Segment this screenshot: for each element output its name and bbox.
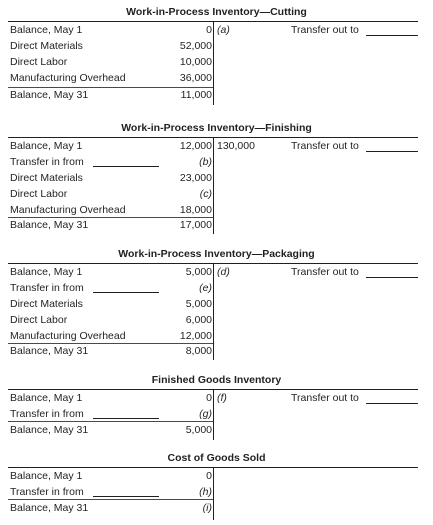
credit-blank (366, 35, 418, 36)
debit-amount: 0 (206, 24, 212, 36)
debit-amount: 52,000 (179, 40, 212, 52)
account-title: Work-in-Process Inventory—Packaging (118, 248, 315, 260)
debit-label: Balance, May 1 (10, 266, 83, 278)
debit-label: Manufacturing Overhead (10, 204, 126, 216)
debit-amount: (b) (199, 156, 212, 168)
subtotal-rule (8, 343, 213, 344)
debit-label: Direct Labor (10, 314, 68, 326)
debit-amount: 17,000 (179, 219, 212, 231)
debit-label: Balance, May 31 (10, 89, 89, 101)
debit-label: Transfer in from (10, 408, 84, 420)
debit-amount: 18,000 (179, 204, 212, 216)
credit-amount: (a) (217, 24, 230, 36)
debit-amount: 11,000 (180, 89, 212, 101)
credit-amount: (d) (217, 266, 230, 278)
debit-amount: 5,000 (185, 266, 212, 278)
transfer-blank (93, 418, 159, 419)
debit-amount: (h) (199, 486, 212, 498)
subtotal-rule (8, 217, 213, 218)
account-title: Work-in-Process Inventory—Cutting (126, 6, 307, 18)
debit-label: Transfer in from (10, 156, 84, 168)
account-title: Cost of Goods Sold (167, 452, 266, 464)
debit-label: Direct Labor (10, 56, 68, 68)
debit-amount: 5,000 (185, 298, 212, 310)
credit-label: Transfer out to (291, 392, 359, 404)
debit-amount: 12,000 (179, 140, 212, 152)
debit-label: Transfer in from (10, 486, 84, 498)
debit-amount: 8,000 (185, 345, 212, 357)
debit-label: Manufacturing Overhead (10, 72, 126, 84)
debit-label: Direct Labor (10, 188, 68, 200)
debit-amount: 5,000 (185, 424, 212, 436)
debit-amount: 36,000 (179, 72, 212, 84)
account-title: Finished Goods Inventory (151, 374, 282, 386)
debit-label: Transfer in from (10, 282, 84, 294)
debit-label: Balance, May 31 (10, 345, 89, 357)
debit-amount: 0 (206, 392, 212, 404)
debit-amount: 23,000 (179, 172, 212, 184)
debit-amount: 6,000 (185, 314, 212, 326)
t-account-divider (213, 21, 214, 105)
credit-label: Transfer out to (291, 24, 359, 36)
debit-label: Balance, May 31 (10, 502, 89, 514)
t-account-divider (213, 137, 214, 234)
credit-blank (366, 403, 418, 404)
account-title: Work-in-Process Inventory—Finishing (121, 122, 312, 134)
debit-amount: (i) (202, 502, 212, 514)
subtotal-rule (8, 499, 213, 500)
debit-amount: (c) (199, 188, 212, 200)
transfer-blank (93, 496, 159, 497)
subtotal-rule (8, 421, 213, 422)
debit-label: Direct Materials (10, 298, 83, 310)
debit-amount: (e) (199, 282, 212, 294)
transfer-blank (93, 166, 159, 167)
t-account-divider (213, 389, 214, 440)
debit-label: Direct Materials (10, 40, 83, 52)
t-account-divider (213, 467, 214, 520)
debit-label: Balance, May 31 (10, 219, 89, 231)
debit-label: Manufacturing Overhead (10, 330, 126, 342)
debit-amount: 0 (206, 470, 212, 482)
credit-blank (366, 277, 418, 278)
debit-label: Balance, May 1 (10, 392, 83, 404)
credit-amount: 130,000 (217, 140, 255, 152)
t-account-divider (213, 263, 214, 360)
credit-amount: (f) (217, 392, 227, 404)
debit-amount: 10,000 (179, 56, 212, 68)
debit-label: Balance, May 1 (10, 470, 83, 482)
debit-label: Balance, May 31 (10, 424, 89, 436)
credit-label: Transfer out to (291, 266, 359, 278)
transfer-blank (93, 292, 159, 293)
debit-label: Balance, May 1 (10, 24, 83, 36)
debit-label: Direct Materials (10, 172, 83, 184)
credit-blank (366, 151, 418, 152)
subtotal-rule (8, 87, 213, 88)
debit-label: Balance, May 1 (10, 140, 83, 152)
debit-amount: 12,000 (179, 330, 212, 342)
debit-amount: (g) (199, 408, 212, 420)
credit-label: Transfer out to (291, 140, 359, 152)
